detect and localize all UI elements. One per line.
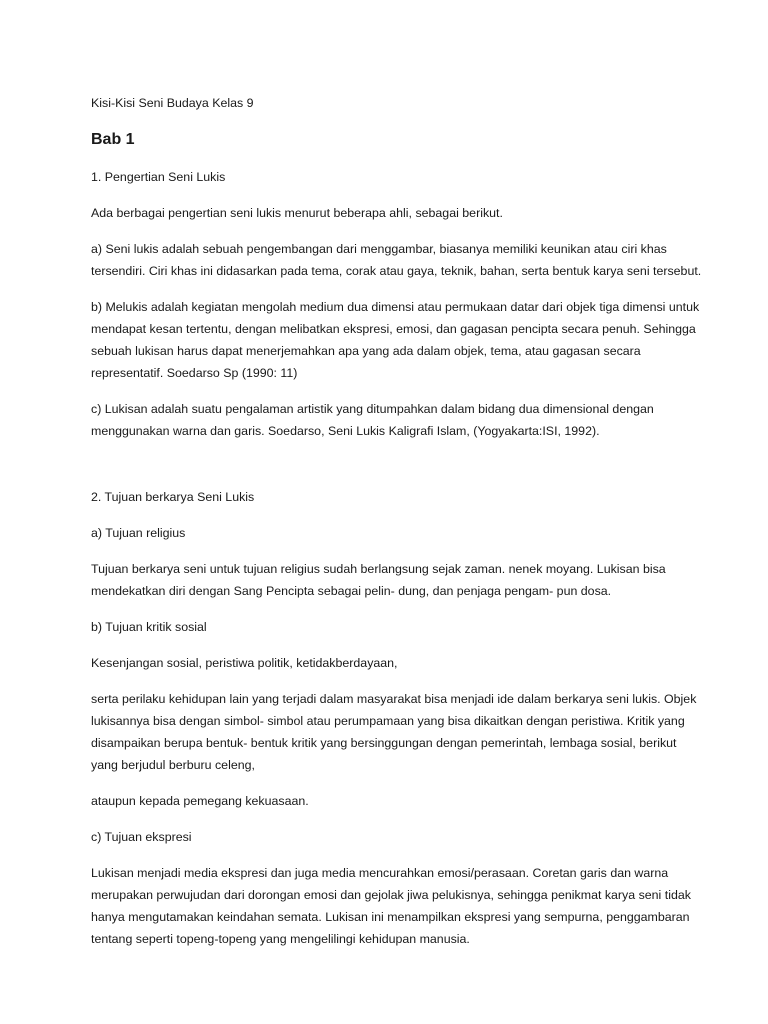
section-2b-text-2: serta perilaku kehidupan lain yang terjadi dalam masyarakat bisa menjadi ide dalam berkarya seni lukis. Objek lukisannya bisa dengan simbol- simbol atau perumpamaan yang bisa dikaitkan dengan peristiwa. Kritik yang disampaikan berupa bentuk- bentuk kritik yang bersinggungan dengan pemerintah, lembaga sosial, berikut yang berjudul berburu celeng, — [91, 692, 697, 772]
chapter-heading: Bab 1 — [91, 131, 135, 148]
section-2b-text-3: ataupun kepada pemegang kekuasaan. — [91, 794, 309, 808]
section-1-heading: 1. Pengertian Seni Lukis — [91, 170, 226, 184]
section-2b-text-1: Kesenjangan sosial, peristiwa politik, ketidakberdayaan, — [91, 656, 398, 670]
section-2b-heading: b) Tujuan kritik sosial — [91, 620, 207, 634]
section-2a-heading: a) Tujuan religius — [91, 526, 186, 540]
section-2c-text: Lukisan menjadi media ekspresi dan juga media mencurahkan emosi/perasaan. Coretan garis dan warna merupakan perwujudan dari dorongan emosi dan gejolak jiwa pelukisnya, sehingga penikmat karya seni tidak hanya mengutamakan keindahan semata. Lukisan ini menampilkan ekspresi yang sempurna, penggambaran tentang seperti topeng-topeng yang mengelilingi kehidupan manusia. — [91, 866, 691, 946]
section-2c-heading: c) Tujuan ekspresi — [91, 830, 192, 844]
section-1-point-b: b) Melukis adalah kegiatan mengolah medium dua dimensi atau permukaan datar dari objek tiga dimensi untuk mendapat kesan tertentu, dengan melibatkan ekspresi, emosi, dan gagasan pencipta secara penuh. Sehingga sebuah lukisan harus dapat menerjemahkan apa yang ada dalam objek, tema, atau gagasan secara representatif. Soedarso Sp (1990: 11) — [91, 300, 700, 380]
section-2a-text: Tujuan berkarya seni untuk tujuan religius sudah berlangsung sejak zaman. nenek moyang. Lukisan bisa mendekatkan diri dengan Sang Pencipta sebagai pelin- dung, dan penjaga pengam- pun dosa. — [91, 562, 666, 598]
section-spacer — [91, 456, 703, 486]
document-body — [91, 92, 703, 964]
section-2-heading: 2. Tujuan berkarya Seni Lukis — [91, 490, 255, 504]
section-1-intro: Ada berbagai pengertian seni lukis menurut beberapa ahli, sebagai berikut. — [91, 206, 503, 220]
section-1-point-c: c) Lukisan adalah suatu pengalaman artistik yang ditumpahkan dalam bidang dua dimensional dengan menggunakan warna dan garis. Soedarso, Seni Lukis Kaligrafi Islam, (Yogyakarta:ISI, 1992). — [91, 402, 654, 438]
document-title: Kisi-Kisi Seni Budaya Kelas 9 — [91, 96, 254, 110]
section-1-point-a: a) Seni lukis adalah sebuah pengembangan dari menggambar, biasanya memiliki keunikan atau ciri khas tersendiri. Ciri khas ini didasarkan pada tema, corak atau gaya, teknik, bahan, serta bentuk karya seni tersebut. — [91, 242, 702, 278]
